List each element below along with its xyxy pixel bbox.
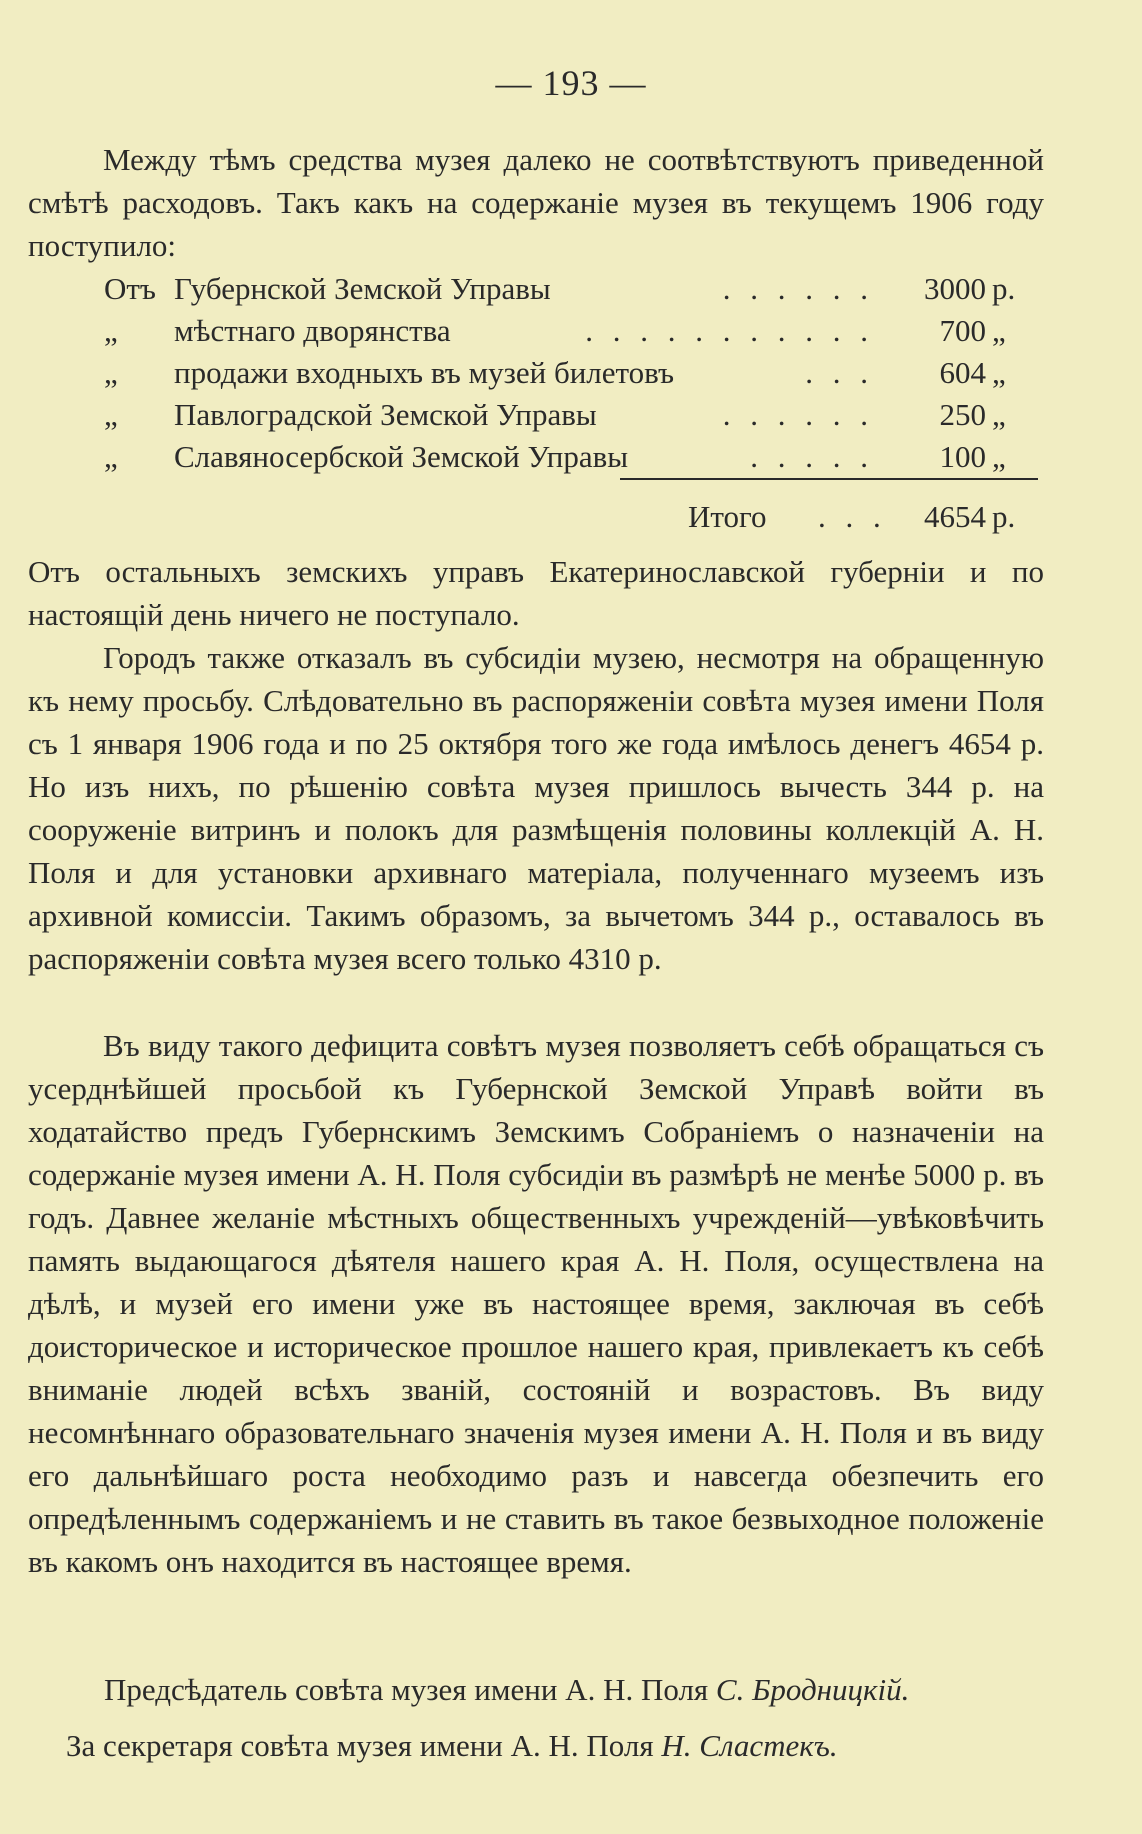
leader-dots: . . . . . . (722, 397, 874, 432)
receipt-unit: „ (992, 439, 1006, 474)
total-label: Итого (688, 499, 767, 534)
receipt-source: продажи входныхъ въ музей билетовъ (174, 355, 675, 390)
receipt-source: мѣстнаго дворянства (174, 313, 451, 348)
receipt-unit: р. (992, 271, 1016, 306)
receipt-prefix: „ (104, 355, 118, 390)
signature-chairman (104, 1668, 909, 1711)
total-row (28, 496, 1044, 538)
receipt-row (28, 436, 1044, 478)
receipt-row (28, 394, 1044, 436)
receipt-amount: 700 (939, 313, 986, 348)
intro-text: Между тѣмъ средства музея далеко не соотвѣтствуютъ приведенной смѣтѣ расходовъ. Такъ какъ на содержаніе музея въ текущемъ 1906 году поступило: (28, 142, 1044, 263)
receipt-row (28, 310, 1044, 352)
paragraph-petition (28, 1024, 1044, 1583)
receipt-amount: 604 (939, 355, 986, 390)
receipt-prefix: Отъ (104, 271, 156, 306)
receipt-source: Павлоградской Земской Управы (174, 397, 597, 432)
receipt-source: Славяносербской Земской Управы (174, 439, 629, 474)
receipt-amount: 100 (939, 439, 986, 474)
signature-role: Предсѣдатель совѣта музея имени А. Н. Поля (104, 1672, 709, 1707)
total-unit: р. (992, 499, 1016, 534)
receipt-unit: „ (992, 397, 1006, 432)
leader-dots: . . . (805, 355, 874, 390)
page-number: — 193 — (495, 63, 647, 103)
receipt-row (28, 268, 1044, 310)
leader-dots: . . . . . (750, 439, 874, 474)
total-amount: 4654 (924, 499, 986, 534)
receipt-source: Губернской Земской Управы (174, 271, 551, 306)
signature-role: За секретаря совѣта музея имени А. Н. Поля (66, 1728, 654, 1763)
signature-secretary (66, 1724, 838, 1767)
receipts-table (28, 268, 1044, 478)
leader-dots: . . . (818, 499, 887, 534)
receipt-amount: 250 (939, 397, 986, 432)
paragraph-no-receipts (28, 550, 1044, 636)
receipt-unit: „ (992, 355, 1006, 390)
receipt-prefix: „ (104, 397, 118, 432)
total-rule (620, 478, 1038, 480)
receipt-row (28, 352, 1044, 394)
signature-name: Н. Сластекъ. (661, 1728, 838, 1763)
leader-dots: . . . . . . (722, 271, 874, 306)
receipt-amount: 3000 (924, 271, 986, 306)
receipt-unit: „ (992, 313, 1006, 348)
leader-dots: . . . . . . . . . . . (585, 313, 874, 348)
paragraph-text: Въ виду такого дефицита совѣтъ музея позволяетъ себѣ обращаться съ усерднѣйшей просьбой къ Губернской Земской Управѣ войти въ ходатайство предъ Губернскимъ Земскимъ Собраніемъ о назначеніи на содержаніе музея имени А. Н. Поля субсидіи въ размѣрѣ не менѣе 5000 р. въ годъ. Давнее желаніе мѣстныхъ общественныхъ учрежденій—увѣковѣчить память выдающагося дѣятеля нашего края А. Н. Поля, осуществлена на дѣлѣ, и музей его имени уже въ настоящее время, заключая въ себѣ доисторическое и историческое прошлое нашего края, привлекаетъ къ себѣ вниманіе людей всѣхъ званій, состояній и возрастовъ. Въ виду несомнѣннаго образовательнаго значенія музея имени А. Н. Поля и въ виду его дальнѣйшаго роста необходимо разъ и навсегда обезпечить его опредѣленнымъ содержаніемъ и не ставить въ такое безвыходное положеніе въ какомъ онъ находится въ настоящее время. (28, 1028, 1044, 1579)
paragraph-text: Отъ остальныхъ земскихъ управъ Екатеринославской губерніи и по настоящій день ничего не поступало. (28, 554, 1044, 632)
intro-paragraph (28, 138, 1044, 267)
receipt-prefix: „ (104, 439, 118, 474)
receipt-prefix: „ (104, 313, 118, 348)
signature-name: С. Бродницкій. (715, 1672, 910, 1707)
paragraph-text: Городъ также отказалъ въ субсидіи музею, несмотря на обращенную къ нему просьбу. Слѣдовательно въ распоряженіи совѣта музея имени Поля съ 1 января 1906 года и по 25 октября того же года имѣлось денегъ 4654 р. Но изъ нихъ, по рѣшенію совѣта музея пришлось вычесть 344 р. на сооруженіе витринъ и полокъ для размѣщенія половины коллекцій А. Н. Поля и для установки архивнаго матеріала, полученнаго музеемъ изъ архивной комиссіи. Такимъ образомъ, за вычетомъ 344 р., оставалось въ распоряженіи совѣта музея всего только 4310 р. (28, 640, 1044, 976)
paragraph-city-refusal (28, 636, 1044, 980)
